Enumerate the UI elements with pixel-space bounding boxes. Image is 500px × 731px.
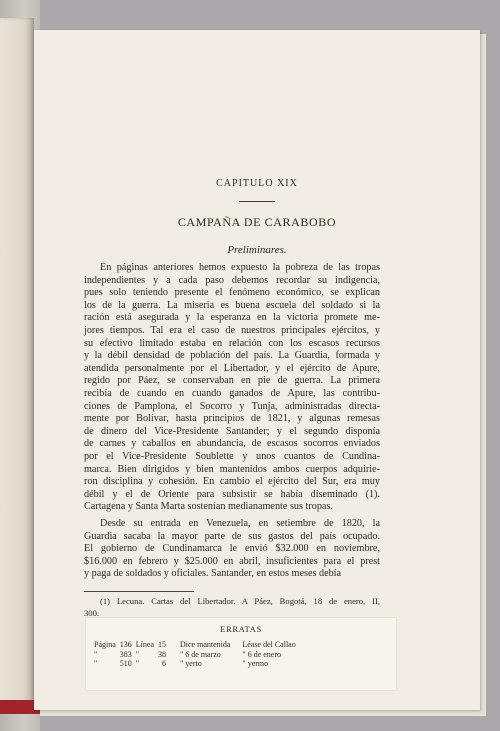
text-line: recibía de cuando en cuando ganados de Apure, las contribu- <box>84 387 380 399</box>
book-page <box>34 30 480 710</box>
errata-row <box>94 659 300 669</box>
section-subtitle: Preliminares. <box>227 244 287 256</box>
paragraph-2 <box>84 518 380 581</box>
chapter-divider <box>239 201 275 202</box>
errata-cell: " yerto <box>180 659 202 668</box>
errata-title: ERRATAS <box>220 624 262 634</box>
text-line: (1) Lecuna. Cartas del Libertador. A Páez, Bogotá, 18 de enero, II, <box>100 596 380 606</box>
errata-cell: 15 <box>158 640 166 649</box>
text-line: jores tiempos. Tal era el caso de nuestros principales ejércitos, y <box>84 324 380 336</box>
text-line: pues solo teniendo presente el fenómeno económico, se explican <box>84 287 380 299</box>
errata-cell: " <box>135 659 140 668</box>
paragraph-1 <box>84 262 380 514</box>
errata-cell: 38 <box>158 649 166 659</box>
left-page-edge <box>0 18 34 708</box>
text-line: ciones de Pamplona, el Socorro y Tunja, administradas directa- <box>84 400 380 412</box>
text-line: de dinero del Vice-Presidente Santander; y el segundo disponía <box>84 425 380 437</box>
chapter-heading: CAPITULO XIX <box>216 178 298 189</box>
text-line: Guardia sacaba la mayor parte de sus gastos del país ocupado. <box>84 530 380 542</box>
errata-cell: 136 <box>119 640 132 649</box>
text-line: mente por Bolívar, hasta principios de 1821, y algunas remesas <box>84 413 380 425</box>
text-line: ron disciplina y cohesión. En cambio el ejército del Sur, era muy <box>84 476 380 488</box>
errata-cell: " 6 de enero <box>242 649 282 659</box>
text-line: regido por Páez, se conservaban en pie de guerra. La primera <box>84 375 380 387</box>
text-line: Desde su entrada en Venezuela, en setiembre de 1820, la <box>100 518 380 529</box>
text-line: de carnes y caballos en abundancia, de escasos socorros enviados <box>84 438 380 450</box>
text-line: ración está asegurada y la esperanza en la victoria promete me- <box>84 312 380 324</box>
errata-row <box>94 640 300 650</box>
text-line: débil y el de Oriente para subsistir se había diseminado (1). <box>84 488 380 500</box>
errata-cell: " 6 de marzo <box>180 649 221 659</box>
text-line: y la débil densidad de población del país. La Guardia, formada y <box>84 350 380 362</box>
errata-cell: Página <box>94 640 116 649</box>
text-line: $16.000 en febrero y $25.000 en abril, insuficientes para el prest <box>84 555 380 567</box>
text-line: Cartagena y Santa Marta sostenían medianamente sus tropas. <box>84 501 333 513</box>
footnote-divider <box>84 591 194 592</box>
errata-cell: Línea <box>135 640 154 649</box>
text-line: 300. <box>84 607 100 618</box>
text-line: independientes y a cada paso debemos recordar su indigencia, <box>84 274 380 286</box>
text-line: En páginas anteriores hemos expuesto la pobreza de las tropas <box>100 262 380 273</box>
errata-cell: " <box>94 659 98 668</box>
errata-cell: " <box>135 649 140 659</box>
errata-cell: " <box>94 649 98 659</box>
text-line: El gobierno de Cundinamarca le envió $32.000 en noviembre, <box>84 543 380 555</box>
text-line: los de la guerra. La miseria es buena escuela del soldado si la <box>84 299 380 311</box>
errata-cell: 383 <box>119 649 132 659</box>
errata-cell: Léase del Callao <box>242 640 296 649</box>
text-line: por el Vice-Presidente Soublette y unos cuantos de Cundina- <box>84 450 380 462</box>
errata-table <box>94 640 300 669</box>
errata-cell: " yermo <box>242 659 269 668</box>
text-line: y paga de soldados y oficiales. Santander, en estos meses debía <box>84 568 342 580</box>
errata-cell: Dice mantenida <box>180 640 231 649</box>
text-line: marca. Bien dirigidos y bien mantenidos ambos cuerpos adquirie- <box>84 463 380 475</box>
errata-cell: 6 <box>162 659 166 668</box>
errata-cell: 510 <box>119 659 132 668</box>
errata-row <box>94 650 300 660</box>
text-line: su efectivo limitado estaba en relación con los escasos recursos <box>84 337 380 349</box>
errata-slip <box>86 618 396 690</box>
chapter-title: CAMPAÑA DE CARABOBO <box>177 215 337 229</box>
text-line: atendida personalmente por el Libertador, y el ejército de Apure, <box>84 362 380 374</box>
footnote <box>84 596 380 619</box>
